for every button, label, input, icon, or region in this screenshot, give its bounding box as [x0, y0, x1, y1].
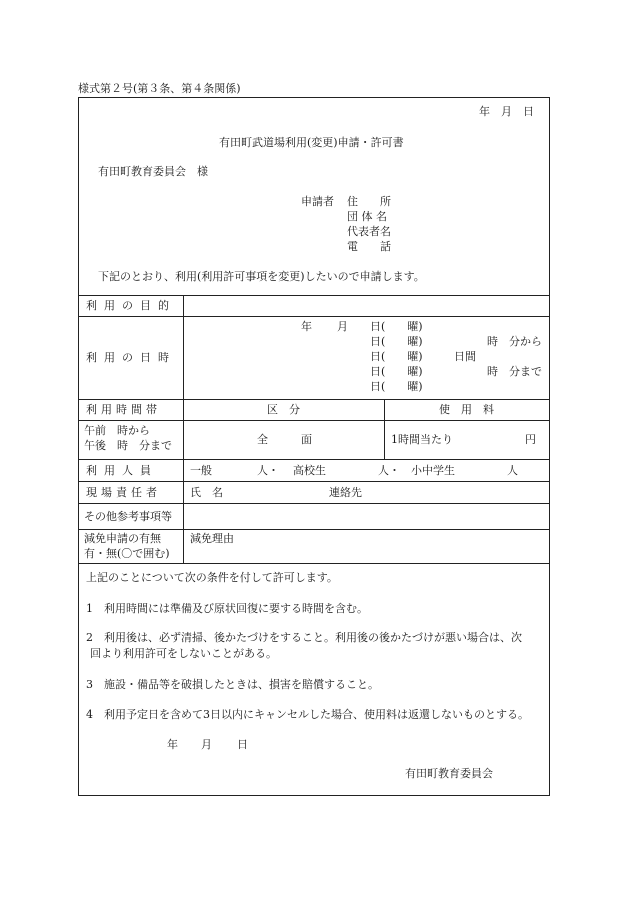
users-general: 一般: [190, 464, 212, 477]
fee-column-rule: [384, 399, 385, 459]
purpose-label: 利用の目的: [86, 299, 176, 312]
approval-condition-4: 4 利用予定日を含めて3日以内にキャンセルした場合、使用料は返還しないものとする。: [86, 708, 529, 721]
datetime-day-row: 日( 曜): [370, 350, 423, 363]
table-top-rule: [78, 295, 550, 296]
supervisor-name-label: 氏 名: [190, 486, 223, 499]
category-header: 区 分: [267, 403, 300, 416]
datetime-month: 月: [337, 320, 348, 333]
applicant-phone-label: 電 話: [347, 240, 391, 253]
header-date-year: 年: [479, 105, 490, 118]
applicant-label: 申請者: [301, 195, 334, 208]
table-bottom-rule: [78, 563, 550, 564]
header-date-day: 日: [523, 105, 534, 118]
timeslot-label: 利用時間帯: [86, 403, 161, 416]
users-junior: 小中学生: [411, 464, 455, 477]
users-person-unit: 人・: [257, 464, 279, 477]
form-title: 有田町武道場利用(変更)申請・許可書: [219, 136, 404, 149]
table-rule: [78, 420, 550, 421]
approval-condition-2-cont: 回より利用許可をしないことがある。: [90, 647, 277, 660]
form-number-label: 様式第２号(第３条、第４条関係): [78, 82, 241, 95]
datetime-time-from: 時 分から: [487, 335, 542, 348]
notes-label: その他参考事項等: [84, 510, 172, 523]
table-rule: [78, 481, 550, 482]
users-person-unit: 人: [507, 464, 518, 477]
yen-unit: 円: [525, 433, 536, 446]
header-date-month: 月: [501, 105, 512, 118]
users-label: 利用人員: [86, 464, 158, 477]
datetime-day-row: 日( 曜): [370, 320, 423, 333]
approval-date-month: 月: [201, 738, 212, 751]
approval-date-year: 年: [167, 738, 178, 751]
table-rule: [78, 503, 550, 504]
approval-condition-3: 3 施設・備品等を破損したときは、損害を賠償すること。: [86, 678, 379, 691]
datetime-day-row: 日( 曜): [370, 365, 423, 378]
datetime-time-to: 時 分まで: [487, 365, 542, 378]
fee-header: 使 用 料: [439, 403, 494, 416]
approval-condition-2: 2 利用後は、必ず清掃、後かたづけをすること。利用後の後かたづけが悪い場合は、次: [86, 631, 522, 644]
datetime-day-row: 日( 曜): [370, 335, 423, 348]
whole-area: 全 面: [257, 433, 312, 446]
datetime-label: 利用の日時: [86, 351, 176, 364]
table-rule: [78, 529, 550, 530]
table-rule: [78, 316, 550, 317]
supervisor-label: 現場責任者: [86, 486, 161, 499]
datetime-day-row: 日( 曜): [370, 380, 423, 393]
datetime-year: 年: [301, 320, 312, 333]
applicant-group-label: 団 体 名: [347, 210, 387, 223]
pm-to: 午後 時 分まで: [84, 439, 172, 452]
datetime-period: 日間: [454, 350, 476, 363]
label-column-rule: [183, 295, 184, 563]
reduction-choice: 有・無(〇で囲む): [84, 547, 170, 560]
approval-condition-1: 1 利用時間には準備及び原状回復に要する時間を含む。: [86, 602, 368, 615]
approval-date-day: 日: [237, 738, 248, 751]
per-hour-label: 1時間当たり: [391, 433, 453, 446]
users-person-unit: 人・: [378, 464, 400, 477]
table-rule: [78, 399, 550, 400]
supervisor-contact-label: 連絡先: [329, 486, 362, 499]
table-rule: [78, 459, 550, 460]
reduction-reason-label: 減免理由: [190, 532, 234, 545]
addressee: 有田町教育委員会 様: [98, 165, 208, 178]
request-statement: 下記のとおり、利用(利用許可事項を変更)したいので申請します。: [98, 270, 425, 283]
reduction-label: 減免申請の有無: [84, 532, 161, 545]
am-from: 午前 時から: [84, 424, 150, 437]
issuer-name: 有田町教育委員会: [405, 767, 493, 780]
approval-intro: 上記のことについて次の条件を付して許可します。: [86, 571, 338, 584]
users-high-school: 高校生: [293, 464, 326, 477]
applicant-representative-label: 代表者名: [347, 225, 391, 238]
applicant-address-label: 住 所: [347, 195, 391, 208]
